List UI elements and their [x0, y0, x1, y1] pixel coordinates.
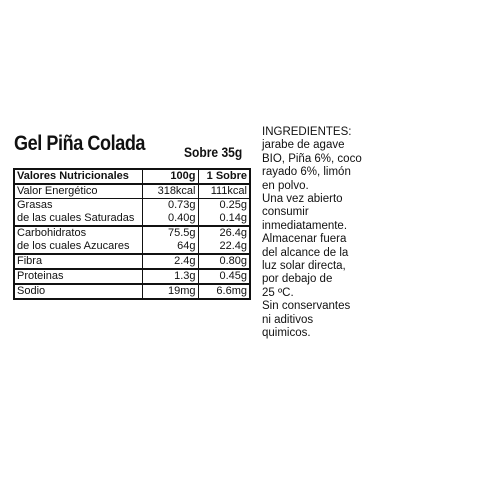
ingredients-heading: INGREDIENTES:	[262, 126, 352, 138]
table-row	[14, 269, 250, 284]
table-header-row	[14, 169, 250, 184]
ingredients-line: en polvo.	[262, 179, 309, 192]
ingredients-line: del alcance de la	[262, 246, 349, 259]
value-sachet: 0.80g	[198, 254, 250, 269]
ingredients-line: Una vez abierto	[262, 193, 343, 206]
header-per-sachet: 1 Sobre	[198, 169, 250, 184]
ingredients-line: ni aditivos	[262, 313, 314, 326]
ingredients-line: luz solar directa,	[262, 260, 346, 273]
table-row	[14, 184, 250, 199]
ingredients-line: inmediatamente.	[262, 219, 348, 232]
value-100g: 75.5g	[142, 226, 198, 240]
value-sachet: 6.6mg	[198, 284, 250, 299]
table-row	[14, 254, 250, 269]
value-100g: 0.40g	[142, 212, 198, 226]
nutrient-label: Sodio	[14, 284, 142, 299]
ingredients-line: quimicos.	[262, 327, 311, 340]
value-sachet: 0.14g	[198, 212, 250, 226]
value-100g: 19mg	[142, 284, 198, 299]
nutrient-label: Carbohidratos	[14, 226, 142, 240]
nutrient-label: de los cuales Azucares	[14, 240, 142, 254]
value-100g: 318kcal	[142, 184, 198, 199]
table-row	[14, 212, 250, 226]
ingredients-line: Sin conservantes	[262, 300, 351, 313]
value-sachet: 26.4g	[198, 226, 250, 240]
ingredients-line: BIO, Piña 6%, coco	[262, 152, 362, 165]
header-label: Valores Nutricionales	[14, 169, 142, 184]
nutrient-label: Proteinas	[14, 269, 142, 284]
ingredients-line: jarabe de agave	[262, 139, 345, 152]
value-100g: 64g	[142, 240, 198, 254]
value-100g: 1.3g	[142, 269, 198, 284]
ingredients-line: consumir	[262, 206, 309, 219]
product-title: Gel Piña Colada	[14, 132, 146, 155]
nutrient-label: Grasas	[14, 199, 142, 213]
value-100g: 2.4g	[142, 254, 198, 269]
value-sachet: 22.4g	[198, 240, 250, 254]
table-row	[14, 284, 250, 299]
nutrient-label: de las cuales Saturadas	[14, 212, 142, 226]
table-row	[14, 226, 250, 240]
header-per-100g: 100g	[142, 169, 198, 184]
nutrient-label: Valor Energético	[14, 184, 142, 199]
package-size: Sobre 35g	[184, 144, 243, 160]
nutrition-table	[13, 168, 251, 300]
value-100g: 0.73g	[142, 199, 198, 213]
value-sachet: 0.45g	[198, 269, 250, 284]
table-row	[14, 240, 250, 254]
ingredients-line: rayado 6%, limón	[262, 166, 351, 179]
nutrient-label: Fibra	[14, 254, 142, 269]
value-sachet: 0.25g	[198, 199, 250, 213]
ingredients-line: por debajo de	[262, 273, 333, 286]
ingredients-block	[262, 126, 372, 341]
value-sachet: 111kcal	[198, 184, 250, 199]
ingredients-line: Almacenar fuera	[262, 233, 347, 246]
ingredients-line: 25 ºC.	[262, 286, 294, 299]
table-row	[14, 199, 250, 213]
